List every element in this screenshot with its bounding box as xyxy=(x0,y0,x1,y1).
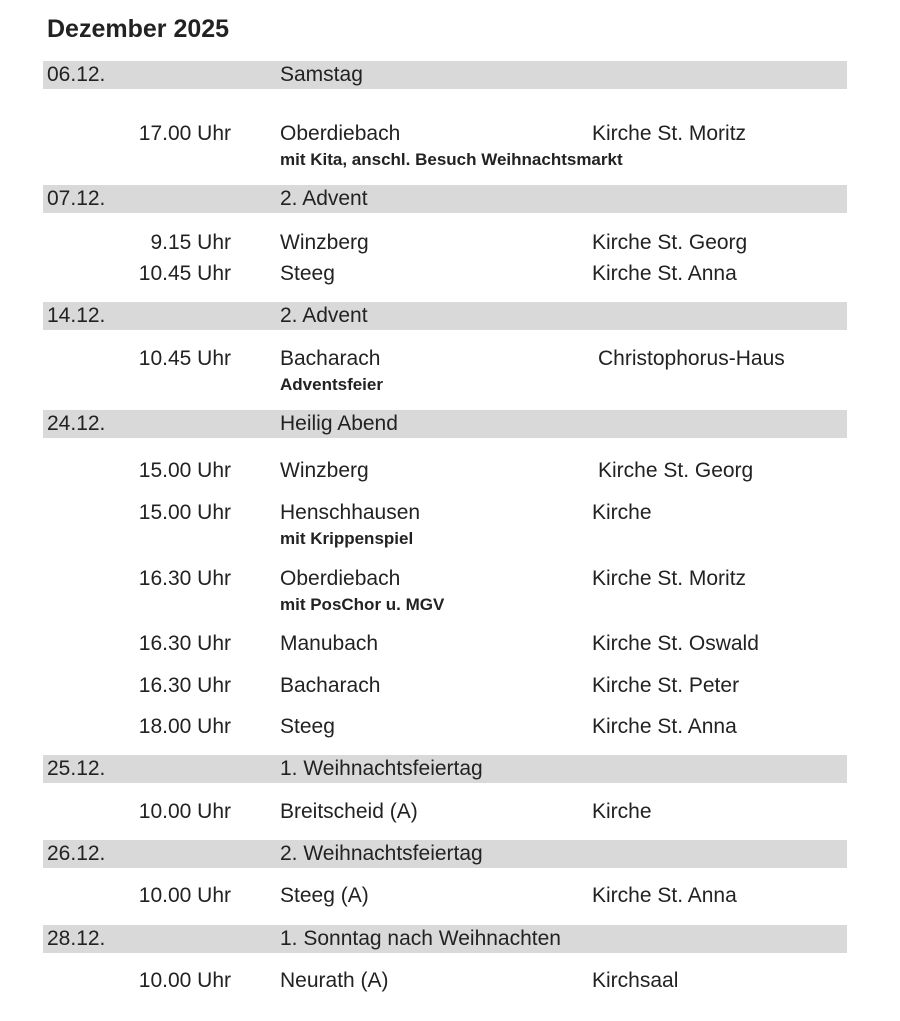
service-place: Bacharach xyxy=(280,674,381,697)
service-note: mit PosChor u. MGV xyxy=(280,595,445,614)
service-venue: Kirche St. Georg xyxy=(598,459,754,482)
service-venue: Kirche St. Moritz xyxy=(592,122,747,145)
service-note: Adventsfeier xyxy=(280,375,383,394)
service-row xyxy=(0,229,900,257)
day-date: 28.12. xyxy=(47,927,106,950)
service-place: Breitscheid (A) xyxy=(280,800,418,823)
day-header xyxy=(43,755,847,783)
service-time: 16.30 Uhr xyxy=(138,567,231,590)
day-header xyxy=(43,302,847,330)
day-label: Heilig Abend xyxy=(280,412,398,435)
service-venue: Kirche St. Moritz xyxy=(592,567,747,590)
service-row xyxy=(0,120,900,148)
service-time: 17.00 Uhr xyxy=(138,122,231,145)
service-venue: Kirche St. Peter xyxy=(592,674,740,697)
service-place: Steeg xyxy=(280,262,335,285)
service-place: Winzberg xyxy=(280,459,369,482)
service-place: Winzberg xyxy=(280,231,369,254)
service-time: 10.00 Uhr xyxy=(138,800,231,823)
service-time: 10.00 Uhr xyxy=(138,884,231,907)
service-row xyxy=(0,713,900,741)
service-row xyxy=(0,967,900,995)
service-place: Steeg xyxy=(280,715,335,738)
service-time: 18.00 Uhr xyxy=(138,715,231,738)
day-header xyxy=(43,925,847,953)
service-time: 15.00 Uhr xyxy=(138,459,231,482)
service-row xyxy=(0,882,900,910)
service-place: Steeg (A) xyxy=(280,884,369,907)
service-row xyxy=(0,499,900,527)
service-row xyxy=(0,457,900,485)
service-venue: Kirche St. Anna xyxy=(592,262,737,285)
service-venue: Christophorus-Haus xyxy=(598,347,785,370)
service-venue: Kirche xyxy=(592,501,652,524)
service-place: Oberdiebach xyxy=(280,122,401,145)
service-place: Oberdiebach xyxy=(280,567,401,590)
service-place: Bacharach xyxy=(280,347,381,370)
day-date: 25.12. xyxy=(47,757,106,780)
service-time: 10.45 Uhr xyxy=(138,347,231,370)
service-venue: Kirchsaal xyxy=(592,969,679,992)
service-note: mit Krippenspiel xyxy=(280,529,414,548)
service-time: 15.00 Uhr xyxy=(138,501,231,524)
day-header xyxy=(43,61,847,89)
service-row xyxy=(0,630,900,658)
service-place: Henschhausen xyxy=(280,501,421,524)
service-row xyxy=(0,672,900,700)
day-label: 2. Advent xyxy=(280,187,368,210)
service-venue: Kirche St. Oswald xyxy=(592,632,759,655)
day-header xyxy=(43,185,847,213)
service-venue: Kirche St. Anna xyxy=(592,884,737,907)
day-label: 1. Sonntag nach Weihnachten xyxy=(280,927,561,950)
service-note: mit Kita, anschl. Besuch Weihnachtsmarkt xyxy=(280,150,623,169)
service-place: Neurath (A) xyxy=(280,969,389,992)
service-row xyxy=(0,798,900,826)
service-time: 10.45 Uhr xyxy=(138,262,231,285)
service-venue: Kirche St. Anna xyxy=(592,715,737,738)
service-time: 16.30 Uhr xyxy=(138,632,231,655)
service-time: 9.15 Uhr xyxy=(150,231,231,254)
day-date: 14.12. xyxy=(47,304,106,327)
page-title: Dezember 2025 xyxy=(47,15,230,43)
day-header xyxy=(43,410,847,438)
service-place: Manubach xyxy=(280,632,379,655)
service-venue: Kirche St. Georg xyxy=(592,231,748,254)
day-header xyxy=(43,840,847,868)
service-time: 16.30 Uhr xyxy=(138,674,231,697)
day-label: Samstag xyxy=(280,63,363,86)
service-row xyxy=(0,345,900,373)
service-row xyxy=(0,260,900,288)
day-label: 2. Weihnachtsfeiertag xyxy=(280,842,483,865)
service-row xyxy=(0,565,900,593)
day-date: 24.12. xyxy=(47,412,106,435)
day-label: 1. Weihnachtsfeiertag xyxy=(280,757,483,780)
service-time: 10.00 Uhr xyxy=(138,969,231,992)
day-label: 2. Advent xyxy=(280,304,368,327)
service-venue: Kirche xyxy=(592,800,652,823)
day-date: 06.12. xyxy=(47,63,106,86)
day-date: 26.12. xyxy=(47,842,106,865)
day-date: 07.12. xyxy=(47,187,106,210)
